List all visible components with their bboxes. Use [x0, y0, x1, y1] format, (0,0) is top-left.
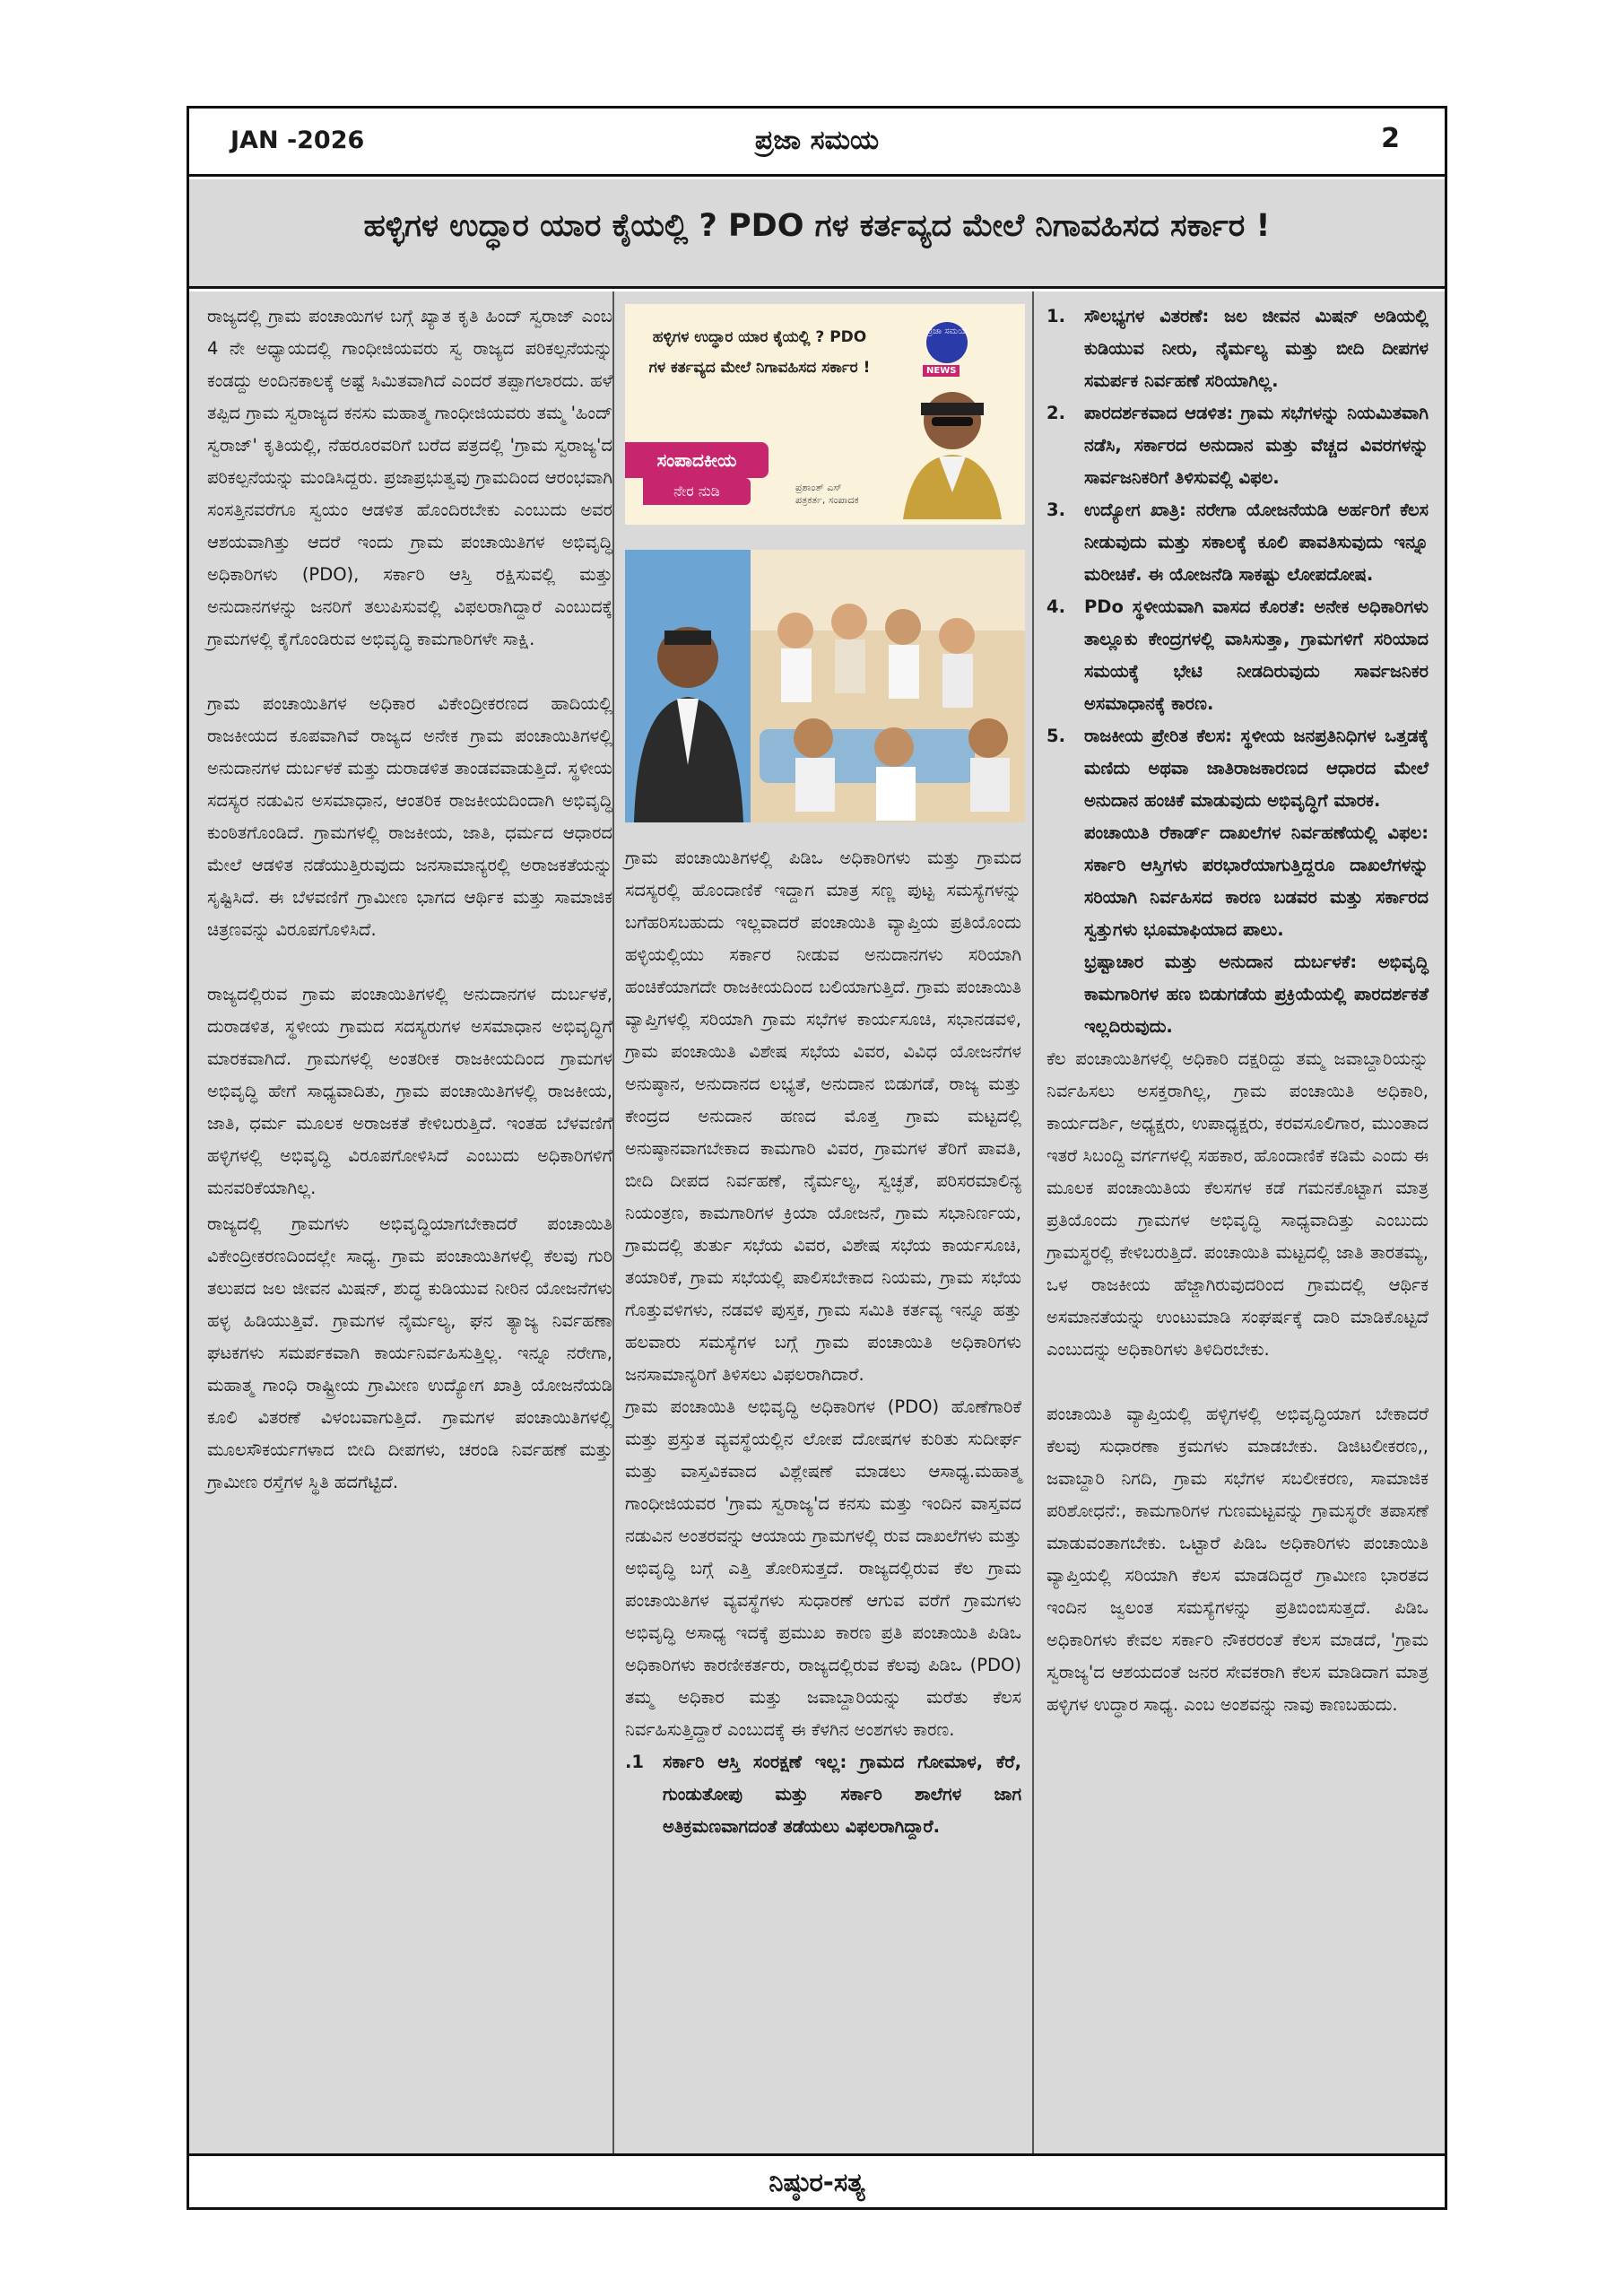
list-number: 5. — [1046, 726, 1065, 746]
headline: ಹಳ್ಳಿಗಳ ಉದ್ಧಾರ ಯಾರ ಕೈಯಲ್ಲಿ ? PDO ಗಳ ಕರ್ತವ್ಯದ ಮೇಲೆ ನಿಗಾವಹಿಸದ ಸರ್ಕಾರ ! — [363, 208, 1271, 244]
list-text: ಪಂಚಾಯಿತಿ ರೆಕಾರ್ಡ್ ದಾಖಲೆಗಳ ನಿರ್ವಹಣೆಯಲ್ಲಿ ವಿಫಲ: ಸರ್ಕಾರಿ ಆಸ್ತಿಗಳು ಪರಭಾರೆಯಾಗುತ್ತಿದ್ದರೂ ದಾಖಲೆಗಳನ್ನು ಸರಿಯಾಗಿ ನಿರ್ವಹಿಸದ ಕಾರಣ ಬಡವರ ಮತ್ತು ಸರ್ಕಾರದ ಸ್ವತ್ತುಗಳು ಭೂಮಾಫಿಯಾದ ಪಾಲು. — [1084, 822, 1429, 940]
list-item — [1046, 720, 1429, 817]
list-text: ಸರ್ಕಾರಿ ಆಸ್ತಿ ಸಂರಕ್ಷಣೆ ಇಲ್ಲ: ಗ್ರಾಮದ ಗೋಮಾಳ, ಕೆರೆ, ಗುಂಡುತೋಪು ಮತ್ತು ಸರ್ಕಾರಿ ಶಾಲೆಗಳ ಜಾಗ ಅತಿಕ್ರಮಣವಾಗದಂತೆ ತಡೆಯಲು ವಿಫಲರಾಗಿದ್ದಾರೆ. — [663, 1752, 1021, 1837]
editor-name: ಪ್ರಶಾಂತ್ ಎಸ್ — [795, 482, 842, 493]
logo-news-badge: NEWS — [923, 365, 960, 377]
editor-byline — [795, 482, 859, 507]
list-item-continued — [1046, 946, 1429, 1043]
issue-date: JAN -2026 — [230, 126, 365, 154]
editorial-banner-image — [625, 304, 1025, 525]
article-paragraph: ಗ್ರಾಮ ಪಂಚಾಯಿತಿಗಳಲ್ಲಿ ಪಿಡಿಒ ಅಧಿಕಾರಿಗಳು ಮತ್ತು ಗ್ರಾಮದ ಸದಸ್ಯರಲ್ಲಿ ಹೊಂದಾಣಿಕೆ ಇದ್ದಾಗ ಮಾತ್ರ ಸಣ್ಣ ಪುಟ್ಟ ಸಮಸ್ಯೆಗಳನ್ನು ಬಗೆಹರಿಸಬಹುದು ಇಲ್ಲವಾದರೆ ಪಂಚಾಯಿತಿ ವ್ಯಾಪ್ತಿಯ ಪ್ರತಿಯೊಂದು ಹಳ್ಳಿಯಲ್ಲಿಯು ಸರ್ಕಾರ ನೀಡುವ ಅನುದಾನಗಳು ಸರಿಯಾಗಿ ಹಂಚಿಕೆಯಾಗದೇ ರಾಜಕೀಯದಿಂದ ಬಲಿಯಾಗುತ್ತಿದೆ. ಗ್ರಾಮ ಪಂಚಾಯಿತಿ ವ್ಯಾಪ್ತಿಗಳಲ್ಲಿ ಸರಿಯಾಗಿ ಗ್ರಾಮ ಸಭೆಗಳ ಕಾರ್ಯಸೂಚಿ, ಸಭಾನಡವಳಿ, ಗ್ರಾಮ ಪಂಚಾಯಿತಿ ವಿಶೇಷ ಸಭೆಯ ವಿವರ, ವಿವಿಧ ಯೋಜನೆಗಳ ಅನುಷ್ಠಾನ, ಅನುದಾನದ ಲಭ್ಯತೆ, ಅನುದಾನ ಬಿಡುಗಡೆ, ರಾಜ್ಯ ಮತ್ತು ಕೇಂದ್ರದ ಅನುದಾನ ಹಣದ ಮೊತ್ತ ಗ್ರಾಮ ಮಟ್ಟದಲ್ಲಿ ಅನುಷ್ಠಾನವಾಗಬೇಕಾದ ಕಾಮಗಾರಿ ವಿವರ, ಗ್ರಾಮಗಳ ತೆರಿಗೆ ಪಾವತಿ, ಬೀದಿ ದೀಪದ ನಿರ್ವಹಣೆ, ನೈರ್ಮಲ್ಯ, ಸ್ವಚ್ಛತೆ, ಪರಿಸರಮಾಲಿನ್ಯ ನಿಯಂತ್ರಣ, ಕಾಮಗಾರಿಗಳ ಕ್ರಿಯಾ ಯೋಜನೆ, ಗ್ರಾಮ ಸಭಾನಿರ್ಣಯ, ಗ್ರಾಮದಲ್ಲಿ ತುರ್ತು ಸಭೆಯ ವಿವರ, ವಿಶೇಷ ಸಭೆಯ ಕಾರ್ಯಸೂಚಿ, ತಯಾರಿಕೆ, ಗ್ರಾಮ ಸಭೆಯಲ್ಲಿ ಪಾಲಿಸಬೇಕಾದ ನಿಯಮ, ಗ್ರಾಮ ಸಭೆಯ ಗೊತ್ತುವಳಿಗಳು, ನಡವಳಿ ಪುಸ್ತಕ, ಗ್ರಾಮ ಸಮಿತಿ ಕರ್ತವ್ಯ ಇನ್ನೂ ಹತ್ತು ಹಲವಾರು ಸಮಸ್ಯೆಗಳ ಬಗ್ಗೆ ಗ್ರಾಮ ಪಂಚಾಯಿತಿ ಅಧಿಕಾರಿಗಳು ಜನಸಾಮಾನ್ಯರಿಗೆ ತಿಳಿಸಲು ವಿಫಲರಾಗಿದಾರೆ. — [625, 848, 1021, 1385]
editor-role: ಪತ್ರಕರ್ತ, ಸಂಪಾದಕ — [795, 494, 859, 506]
headline-box — [189, 179, 1445, 289]
banner-title: ಹಳ್ಳಿಗಳ ಉದ್ಧಾರ ಯಾರ ಕೈಯಲ್ಲಿ ? PDO ಗಳ ಕರ್ತವ್ಯದ ಮೇಲೆ ನಿಗಾವಹಿಸದ ಸರ್ಕಾರ ! — [648, 328, 871, 377]
list-number: 2. — [1046, 403, 1065, 423]
article-paragraph: ರಾಜ್ಯದಲ್ಲಿ ಗ್ರಾಮಗಳು ಅಭಿವೃದ್ಧಿಯಾಗಬೇಕಾದರೆ ಪಂಚಾಯಿತಿ ವಿಕೇಂದ್ರೀಕರಣದಿಂದಲ್ಲೇ ಸಾಧ್ಯ. ಗ್ರಾಮ ಪಂಚಾಯಿತಿಗಳಲ್ಲಿ ಕೆಲವು ಗುರಿ ತಲುಪದ ಜಲ ಜೀವನ ಮಿಷನ್, ಶುದ್ಧ ಕುಡಿಯುವ ನೀರಿನ ಯೋಜನೆಗಳು ಹಳ್ಳ ಹಿಡಿಯುತ್ತಿವೆ. ಗ್ರಾಮಗಳ ನೈರ್ಮಲ್ಯ, ಘನ ತ್ಯಾಜ್ಯ ನಿರ್ವಹಣಾ ಘಟಕಗಳು ಸಮರ್ಪಕವಾಗಿ ಕಾರ್ಯನಿರ್ವಹಿಸುತ್ತಿಲ್ಲ. ಇನ್ನೂ ನರೇಗಾ, ಮಹಾತ್ಮ ಗಾಂಧಿ ರಾಷ್ಟ್ರೀಯ ಗ್ರಾಮೀಣ ಉದ್ಯೋಗ ಖಾತ್ರಿ ಯೋಜನೆಯಡಿ ಕೂಲಿ ವಿತರಣೆ ವಿಳಂಬವಾಗುತ್ತಿದೆ. ಗ್ರಾಮಗಳ ಪಂಚಾಯಿತಿಗಳಲ್ಲಿ ಮೂಲಸೌಕರ್ಯಗಳಾದ ಬೀದಿ ದೀಪಗಳು, ಚರಂಡಿ ನಿರ್ವಹಣೆ ಮತ್ತು ಗ್ರಾಮೀಣ ರಸ್ತೆಗಳ ಸ್ಥಿತಿ ಹದಗೆಟ್ಟಿದೆ. — [207, 1213, 612, 1492]
article-paragraph: ರಾಜ್ಯದಲ್ಲಿ ಗ್ರಾಮ ಪಂಚಾಯಿಗಳ ಬಗ್ಗೆ ಖ್ಯಾತ ಕೃತಿ ಹಿಂದ್ ಸ್ವರಾಜ್ ಎಂಬ 4 ನೇ ಅಧ್ಯಾಯದಲ್ಲಿ ಗಾಂಧೀಜಿಯವರು ಸ್ವ ರಾಜ್ಯದ ಪರಿಕಲ್ಪನೆಯನ್ನು ಕಂಡದ್ದು ಅಂದಿನಕಾಲಕ್ಕೆ ಅಷ್ಟೆ ಸಿಮಿತವಾಗಿದೆ ಎಂದರೆ ತಪ್ಪಾಗಲಾರದು. ಹಳೆ ತಪ್ಪಿದ ಗ್ರಾಮ ಸ್ವರಾಜ್ಯದ ಕನಸು ಮಹಾತ್ಮ ಗಾಂಧೀಜಿಯವರು ತಮ್ಮ 'ಹಿಂದ್ ಸ್ವರಾಜ್' ಕೃತಿಯಲ್ಲಿ, ನೆಹರೂರವರಿಗೆ ಬರೆದ ಪತ್ರದಲ್ಲಿ 'ಗ್ರಾಮ ಸ್ವರಾಜ್ಯ'ದ ಪರಿಕಲ್ಪನೆಯನ್ನು ಮಂಡಿಸಿದ್ದರು. ಪ್ರಜಾಪ್ರಭುತ್ವವು ಗ್ರಾಮದಿಂದ ಆರಂಭವಾಗಿ ಸಂಸತ್ತಿನವರೆಗೂ ಸ್ವಯಂ ಆಡಳಿತ ಹೊಂದಿರಬೇಕು ಎಂಬುದು ಅವರ ಆಶಯವಾಗಿತ್ತು ಆದರೆ ಇಂದು ಗ್ರಾಮ ಪಂಚಾಯಿತಿಗಳ ಅಭಿವೃದ್ಧಿ ಅಧಿಕಾರಿಗಳು (PDO), ಸರ್ಕಾರಿ ಆಸ್ತಿ ರಕ್ಷಿಸುವಲ್ಲಿ ಮತ್ತು ಅನುದಾನಗಳನ್ನು ಜನರಿಗೆ ತಲುಪಿಸುವಲ್ಲಿ ವಿಫಲರಾಗಿದ್ದಾರೆ ಎಂಬುದಕ್ಕೆ ಗ್ರಾಮಗಳಲ್ಲಿ ಕೈಗೊಂಡಿರುವ ಅಭಿವೃದ್ಧಿ ಕಾಮಗಾರಿಗಳೇ ಸಾಕ್ಷಿ. — [207, 306, 612, 649]
list-item — [1046, 494, 1429, 591]
list-text: ಭ್ರಷ್ಟಾಚಾರ ಮತ್ತು ಅನುದಾನ ದುರ್ಬಳಕೆ: ಅಭಿವೃದ್ಧಿ ಕಾಮಗಾರಿಗಳ ಹಣ ಬಿಡುಗಡೆಯ ಪ್ರಕ್ರಿಯೆಯಲ್ಲಿ ಪಾರದರ್ಶಕತೆ ಇಲ್ಲದಿರುವುದು. — [1084, 952, 1429, 1037]
column-1 — [207, 291, 612, 2159]
list-number: 1. — [1046, 306, 1065, 326]
editor-portrait — [894, 385, 1011, 519]
list-text: ರಾಜಕೀಯ ಪ್ರೇರಿತ ಕೆಲಸ: ಸ್ಥಳೀಯ ಜನಪ್ರತಿನಿಧಿಗಳ ಒತ್ತಡಕ್ಕೆ ಮಣಿದು ಅಥವಾ ಜಾತಿರಾಜಕಾರಣದ ಆಧಾರದ ಮೇಲೆ ಅನುದಾನ ಹಂಚಿಕೆ ಮಾಡುವುದು ಅಭಿವೃದ್ಧಿಗೆ ಮಾರಕ. — [1084, 726, 1429, 811]
list-item-continued — [1046, 817, 1429, 946]
list-number: 3. — [1046, 500, 1065, 520]
newspaper-page — [187, 106, 1447, 2210]
column-3 — [1034, 291, 1450, 2159]
list-item — [1046, 591, 1429, 720]
list-text: ಸೌಲಭ್ಯಗಳ ವಿತರಣೆ: ಜಲ ಜೀವನ ಮಿಷನ್ ಅಡಿಯಲ್ಲಿ ಕುಡಿಯುವ ನೀರು, ನೈರ್ಮಲ್ಯ ಮತ್ತು ಬೀದಿ ದೀಪಗಳ ಸಮರ್ಪಕ ನಿರ್ವಹಣೆ ಸರಿಯಾಗಿಲ್ಲ. — [1084, 306, 1429, 391]
page-header — [189, 109, 1445, 177]
article-paragraph: ಗ್ರಾಮ ಪಂಚಾಯಿತಿ ಅಭಿವೃದ್ಧಿ ಅಧಿಕಾರಿಗಳ (PDO) ಹೊಣೆಗಾರಿಕೆ ಮತ್ತು ಪ್ರಸ್ತುತ ವ್ಯವಸ್ಥೆಯಲ್ಲಿನ ಲೋಪ ದೋಷಗಳ ಕುರಿತು ಸುದೀರ್ಘ ಮತ್ತು ವಾಸ್ತವಿಕವಾದ ವಿಶ್ಲೇಷಣೆ ಮಾಡಲು ಆಸಾಧ್ಯ.ಮಹಾತ್ಮ ಗಾಂಧೀಜಿಯವರ 'ಗ್ರಾಮ ಸ್ವರಾಜ್ಯ'ದ ಕನಸು ಮತ್ತು ಇಂದಿನ ವಾಸ್ತವದ ನಡುವಿನ ಅಂತರವನ್ನು ಆಯಾಯ ಗ್ರಾಮಗಳಲ್ಲಿ ರುವ ದಾಖಲೆಗಳು ಮತ್ತು ಅಭಿವೃದ್ಧಿ ಬಗ್ಗೆ ಎತ್ತಿ ತೋರಿಸುತ್ತದೆ. ರಾಜ್ಯದಲ್ಲಿರುವ ಕೆಲ ಗ್ರಾಮ ಪಂಚಾಯಿತಿಗಳ ವ್ಯವಸ್ಥೆಗಳು ಸುಧಾರಣೆ ಆಗುವ ವರೆಗೆ ಗ್ರಾಮಗಳು ಅಭಿವೃದ್ಧಿ ಅಸಾಧ್ಯ ಇದಕ್ಕೆ ಪ್ರಮುಖ ಕಾರಣ ಪ್ರತಿ ಪಂಚಾಯಿತಿ ಪಿಡಿಒ ಅಧಿಕಾರಿಗಳು ಕಾರಣೀಕರ್ತರು, ರಾಜ್ಯದಲ್ಲಿರುವ ಕೆಲವು ಪಿಡಿಒ (PDO) ತಮ್ಮ ಅಧಿಕಾರ ಮತ್ತು ಜವಾಬ್ದಾರಿಯನ್ನು ಮರೆತು ಕೆಲಸ ನಿರ್ವಹಿಸುತ್ತಿದ್ದಾರೆ ಎಂಬುದಕ್ಕೆ ಈ ಕೆಳಗಿನ ಅಂಶಗಳು ಕಾರಣ. — [625, 1396, 1021, 1740]
list-item — [625, 1746, 1021, 1843]
article-body — [189, 291, 1445, 2159]
footer-tagline: ನಿಷ್ಠುರ-ಸತ್ಯ — [769, 2167, 865, 2197]
list-number: 4. — [1046, 596, 1065, 617]
article-paragraph: ಪಂಚಾಯಿತಿ ವ್ಯಾಪ್ತಿಯಲ್ಲಿ ಹಳ್ಳಿಗಳಲ್ಲಿ ಅಭಿವೃದ್ಧಿಯಾಗ ಬೇಕಾದರೆ ಕೆಲವು ಸುಧಾರಣಾ ಕ್ರಮಗಳು ಮಾಡಬೇಕು. ಡಿಜಿಟಲೀಕರಣ,, ಜವಾಬ್ದಾರಿ ನಿಗದಿ, ಗ್ರಾಮ ಸಭೆಗಳ ಸಬಲೀಕರಣ, ಸಾಮಾಜಿಕ ಪರಿಶೋಧನೆ:, ಕಾಮಗಾರಿಗಳ ಗುಣಮಟ್ಟವನ್ನು ಗ್ರಾಮಸ್ಥರೇ ತಪಾಸಣೆ ಮಾಡುವಂತಾಗಬೇಕು. ಒಟ್ಟಾರೆ ಪಿಡಿಒ ಅಧಿಕಾರಿಗಳು ಪಂಚಾಯಿತಿ ವ್ಯಾಪ್ತಿಯಲ್ಲಿ ಸರಿಯಾಗಿ ಕೆಲಸ ಮಾಡದಿದ್ದರೆ ಗ್ರಾಮೀಣ ಭಾರತದ ಇಂದಿನ ಜ್ವಲಂತ ಸಮಸ್ಯೆಗಳನ್ನು ಪ್ರತಿಬಿಂಬಿಸುತ್ತದೆ. ಪಿಡಿಒ ಅಧಿಕಾರಿಗಳು ಕೇವಲ ಸರ್ಕಾರಿ ನೌಕರರಂತೆ ಕೆಲಸ ಮಾಡದೆ, 'ಗ್ರಾಮ ಸ್ವರಾಜ್ಯ'ದ ಆಶಯದಂತೆ ಜನರ ಸೇವಕರಾಗಿ ಕೆಲಸ ಮಾಡಿದಾಗ ಮಾತ್ರ ಹಳ್ಳಿಗಳ ಉದ್ಧಾರ ಸಾಧ್ಯ. ಎಂಬ ಅಂಶವನ್ನು ನಾವು ಕಾಣಬಹುದು. — [1046, 1404, 1429, 1715]
list-item — [1046, 300, 1429, 397]
column-2 — [612, 291, 1034, 2159]
article-paragraph: ಕೆಲ ಪಂಚಾಯಿತಿಗಳಲ್ಲಿ ಅಧಿಕಾರಿ ದಕ್ಷರಿದ್ದು ತಮ್ಮ ಜವಾಬ್ದಾರಿಯನ್ನು ನಿರ್ವಹಿಸಲು ಅಸಕ್ತರಾಗಿಲ್ಲ, ಗ್ರಾಮ ಪಂಚಾಯಿತಿ ಅಧಿಕಾರಿ, ಕಾರ್ಯದರ್ಶಿ, ಅಧ್ಯಕ್ಷರು, ಉಪಾಧ್ಯಕ್ಷರು, ಕರವಸೂಲಿಗಾರ, ಮುಂತಾದ ಇತರೆ ಸಿಬಂದ್ದಿ ವರ್ಗಗಳಲ್ಲಿ ಸಹಕಾರ, ಹೊಂದಾಣಿಕೆ ಕಡಿಮೆ ಎಂದು ಈ ಮೂಲಕ ಪಂಚಾಯಿತಿಯ ಕೆಲಸಗಳ ಕಡೆ ಗಮನಕೊಟ್ಟಾಗ ಮಾತ್ರ ಪ್ರತಿಯೊಂದು ಗ್ರಾಮಗಳ ಅಭಿವೃದ್ಧಿ ಸಾಧ್ಯವಾದಿತ್ತು ಎಂಬುದು ಗ್ರಾಮಸ್ಥರಲ್ಲಿ ಕೇಳಿಬರುತ್ತಿದೆ. ಪಂಚಾಯಿತಿ ಮಟ್ಟದಲ್ಲಿ ಜಾತಿ ತಾರತಮ್ಯ, ಒಳ ರಾಜಕೀಯ ಹೆಜ್ಜಾಗಿರುವುದರಿಂದ ಗ್ರಾಮದಲ್ಲಿ ಆರ್ಥಿಕ ಅಸಮಾನತೆಯನ್ನು ಉಂಟುಮಾಡಿ ಸಂಘರ್ಷಕ್ಕೆ ದಾರಿ ಮಾಡಿಕೊಟ್ಟದೆ ಎಂಬುದನ್ನು ಅಧಿಕಾರಿಗಳು ತಿಳಿದಿರಬೇಕು. — [1046, 1048, 1429, 1360]
village-meeting-illustration — [625, 550, 1025, 822]
list-item — [1046, 397, 1429, 494]
article-paragraph: ರಾಜ್ಯದಲ್ಲಿರುವ ಗ್ರಾಮ ಪಂಚಾಯಿತಿಗಳಲ್ಲಿ ಅನುದಾನಗಳ ದುರ್ಬಳಕೆ, ದುರಾಡಳಿತ, ಸ್ಥಳೀಯ ಗ್ರಾಮದ ಸದಸ್ಯರುಗಳ ಅಸಮಾಧಾನ ಅಭಿವೃದ್ಧಿಗೆ ಮಾರಕವಾಗಿದೆ. ಗ್ರಾಮಗಳಲ್ಲಿ ಅಂತರೀಕ ರಾಜಕೀಯದಿಂದ ಗ್ರಾಮಗಳ ಅಭಿವೃದ್ಧಿ ಹೇಗೆ ಸಾಧ್ಯವಾದಿತು, ಗ್ರಾಮ ಪಂಚಾಯಿತಿಗಳಲ್ಲಿ ರಾಜಕೀಯ, ಜಾತಿ, ಧರ್ಮ ಮೂಲಕ ಅರಾಜಕತೆ ಕೇಳಿಬರುತ್ತಿದೆ. ಇಂತಹ ಬೆಳವಣಿಗೆ ಹಳ್ಳಿಗಳಲ್ಲಿ ಅಭಿವೃದ್ಧಿ ವಿರೂಪಗೋಳಿಸಿದೆ ಎಂಬುದು ಅಧಿಕಾರಿಗಳಿಗೆ ಮನವರಿಕೆಯಾಗಿಲ್ಲ. — [207, 984, 612, 1198]
list-text: ಉದ್ಯೋಗ ಖಾತ್ರಿ: ನರೇಗಾ ಯೋಜನೆಯಡಿ ಅರ್ಹರಿಗೆ ಕೆಲಸ ನೀಡುವುದು ಮತ್ತು ಸಕಾಲಕ್ಕೆ ಕೂಲಿ ಪಾವತಿಸುವುದು ಇನ್ನೂ ಮರೀಚಿಕೆ. ಈ ಯೋಜನೆಡಿ ಸಾಕಷ್ಟು ಲೋಪದೋಷ. — [1084, 500, 1429, 585]
publication-logo: ಪ್ರಜಾ ಸಮಯ — [926, 322, 968, 363]
editorial-label: ಸಂಪಾದಕೀಯ — [625, 442, 769, 478]
publication-name: ಪ್ರಜಾ ಸಮಯ — [754, 125, 880, 156]
list-number: .1 — [625, 1752, 644, 1772]
list-text: ಪಾರದರ್ಶಕವಾದ ಆಡಳಿತ: ಗ್ರಾಮ ಸಭೆಗಳನ್ನು ನಿಯಮಿತವಾಗಿ ನಡೆಸಿ, ಸರ್ಕಾರದ ಅನುದಾನ ಮತ್ತು ವೆಚ್ಚದ ವಿವರಗಳನ್ನು ಸಾರ್ವಜನಿಕರಿಗೆ ತಿಳಿಸುವಲ್ಲಿ ವಿಫಲ. — [1084, 403, 1429, 488]
page-number: 2 — [1381, 123, 1400, 154]
editorial-sublabel: ನೇರ ನುಡಿ — [643, 478, 751, 505]
article-paragraph: ಗ್ರಾಮ ಪಂಚಾಯಿತಿಗಳ ಅಧಿಕಾರ ವಿಕೇಂದ್ರೀಕರಣದ ಹಾದಿಯಲ್ಲಿ ರಾಜಕೀಯದ ಕೂಪವಾಗಿವೆ ರಾಜ್ಯದ ಅನೇಕ ಗ್ರಾಮ ಪಂಚಾಯಿತಿಗಳಲ್ಲಿ ಅನುದಾನಗಳ ದುರ್ಬಳಕೆ ಮತ್ತು ದುರಾಡಳಿತ ತಾಂಡವವಾಡುತ್ತಿದೆ. ಸ್ಥಳೀಯ ಸದಸ್ಯರ ನಡುವಿನ ಅಸಮಾಧಾನ, ಆಂತರಿಕ ರಾಜಕೀಯದಿಂದಾಗಿ ಅಭಿವೃದ್ಧಿ ಕುಂಠಿತಗೊಂಡಿದೆ. ಗ್ರಾಮಗಳಲ್ಲಿ ರಾಜಕೀಯ, ಜಾತಿ, ಧರ್ಮದ ಆಧಾರದ ಮೇಲೆ ಆಡಳಿತ ನಡೆಯುತ್ತಿರುವುದು ಜನಸಾಮಾನ್ಯರಲ್ಲಿ ಅರಾಜಕತೆಯನ್ನು ಸೃಷ್ಟಿಸಿದೆ. ಈ ಬೆಳವಣಿಗೆ ಗ್ರಾಮೀಣ ಭಾಗದ ಆರ್ಥಿಕ ಮತ್ತು ಸಾಮಾಜಿಕ ಚಿತ್ರಣವನ್ನು ವಿರೂಪಗೊಳಿಸಿದೆ. — [207, 693, 612, 940]
list-text: PDo ಸ್ಥಳೀಯವಾಗಿ ವಾಸದ ಕೊರತೆ: ಅನೇಕ ಅಧಿಕಾರಿಗಳು ತಾಲ್ಲೂಕು ಕೇಂದ್ರಗಳಲ್ಲಿ ವಾಸಿಸುತ್ತಾ, ಗ್ರಾಮಗಳಿಗೆ ಸರಿಯಾದ ಸಮಯಕ್ಕೆ ಭೇಟಿ ನೀಡದಿರುವುದು ಸಾರ್ವಜನಿಕರ ಅಸಮಾಧಾನಕ್ಕೆ ಕಾರಣ. — [1084, 596, 1429, 714]
page-footer — [189, 2153, 1445, 2207]
